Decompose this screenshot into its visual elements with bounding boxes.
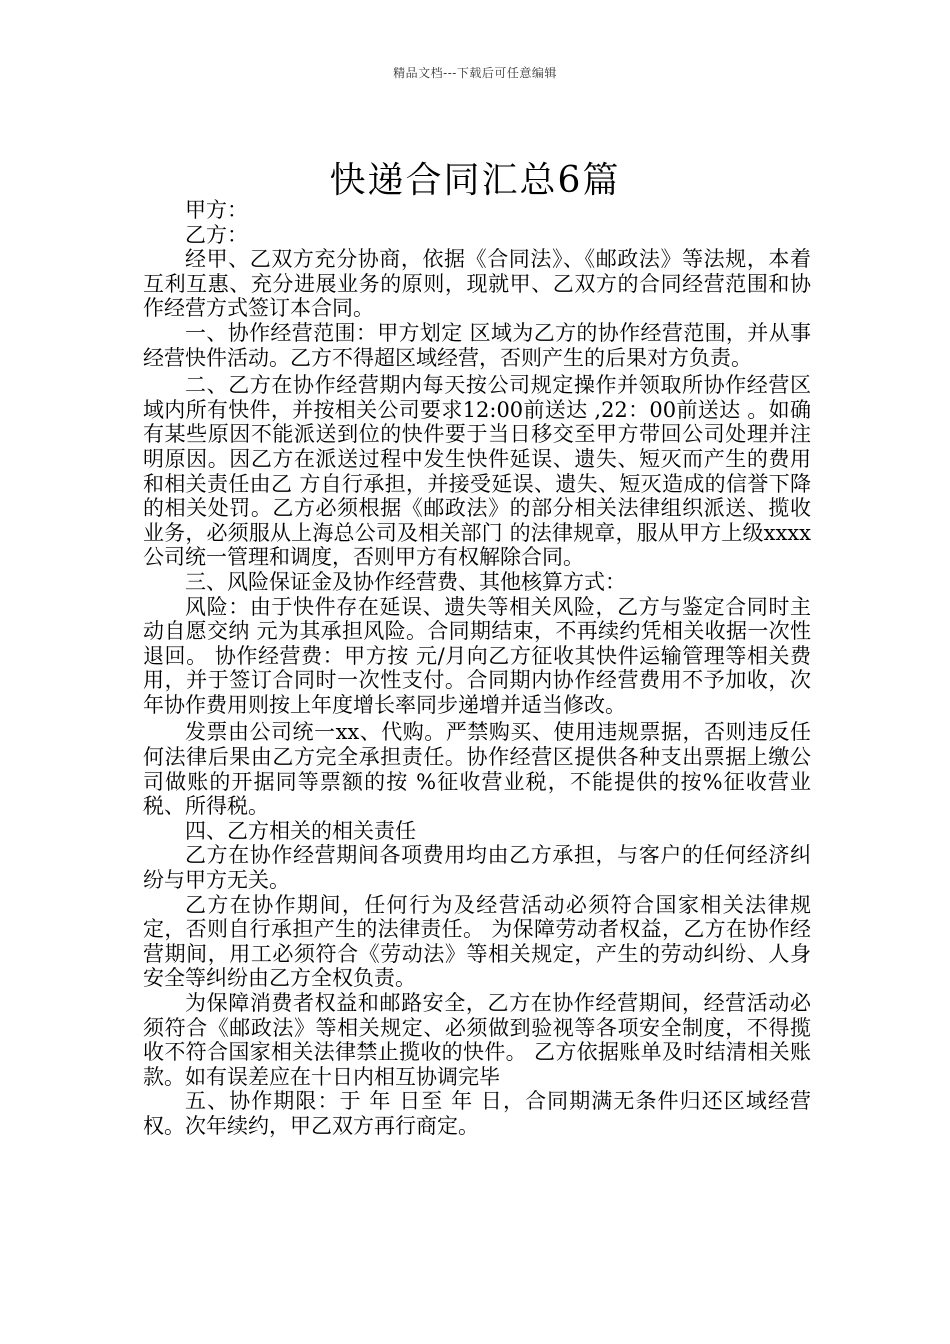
clause-3-heading: 三、风险保证金及协作经营费、其他核算方式： <box>185 569 626 594</box>
clause-4-heading: 四、乙方相关的相关责任 <box>185 818 416 843</box>
clause-5-paragraph: 五、协作期限：于 年 日至 年 日，合同期满无条件归还区域经营权。次年续约，甲乙双方再行商定。 <box>143 1089 811 1138</box>
party-a-line: 甲方： <box>185 198 248 222</box>
legal-compliance-paragraph: 乙方在协作期间，任何行为及经营活动必须符合国家相关法律规定，否则自行承担产生的法律责任。 为保障劳动者权益，乙方在协作经营期间，用工必须符合《劳动法》等相关规定，产生的劳动纠纷、人身安全等纠纷由乙方全权负责。 <box>143 892 811 991</box>
preamble-paragraph: 经甲、乙双方充分协商，依据《合同法》、《邮政法》等法规，本着互利互惠、充分进展业务的原则，现就甲、乙双方的合同经营范围和协作经营方式签订本合同。 <box>143 247 811 321</box>
document-body <box>143 198 811 1139</box>
invoice-paragraph: 发票由公司统一xx、代购。严禁购买、使用违规票据，否则违反任何法律后果由乙方完全承担责任。协作经营区提供各种支出票据上缴公司做账的开据同等票额的按 %征收营业税，不能提供的按%征收营业税、所得税。 <box>143 720 811 819</box>
party-b-line: 乙方： <box>185 222 248 247</box>
page-header-note: 精品文档---下载后可任意编辑 <box>393 66 557 80</box>
expenses-paragraph: 乙方在协作经营期间各项费用均由乙方承担，与客户的任何经济纠纷与甲方无关。 <box>143 843 811 893</box>
clause-1-paragraph: 一、协作经营范围：甲方划定 区域为乙方的协作经营范围，并从事经营快件活动。乙方不得超区域经营，否则产生的后果对方负责。 <box>143 320 811 370</box>
document-title: 快递合同汇总6篇 <box>329 160 621 202</box>
clause-2-paragraph: 二、乙方在协作经营期内每天按公司规定操作并领取所协作经营区域内所有快件，并按相关公司要求12:00前送达 ,22：00前送达 。如确有某些原因不能派送到位的快件要于当日移交至甲方带回公司处理并注明原因。因乙方在派送过程中发生快件延误、遗失、短灭而产生的费用和相关责任由乙 方自行承担，并接受延误、遗失、短灭造成的信誉下降的相关处罚。乙方必须根据《邮政法》的部分相关法律组织派送、揽收业务，必须服从上海总公司及相关部门 的法律规章，服从甲方上级xxxx公司统一管理和调度，否则甲方有权解除合同。 <box>143 373 811 570</box>
consumer-safety-paragraph: 为保障消费者权益和邮路安全，乙方在协作经营期间，经营活动必须符合《邮政法》等相关规定、必须做到验视等各项安全制度，不得揽收不符合国家相关法律禁止揽收的快件。 乙方依据账单及时结清相关账款。如有误差应在十日内相互协调完毕 <box>143 991 811 1089</box>
risk-paragraph: 风险：由于快件存在延误、遗失等相关风险，乙方与鉴定合同时主动自愿交纳 元为其承担风险。合同期结束，不再续约凭相关收据一次性退回。 协作经营费：甲方按 元/月向乙方征收其快件运输管理等相关费用，并于签订合同时一次性支付。合同期内协作经营费用不予加收，次年协作费用则按上年度增长率同步递增并适当修改。 <box>143 594 811 717</box>
